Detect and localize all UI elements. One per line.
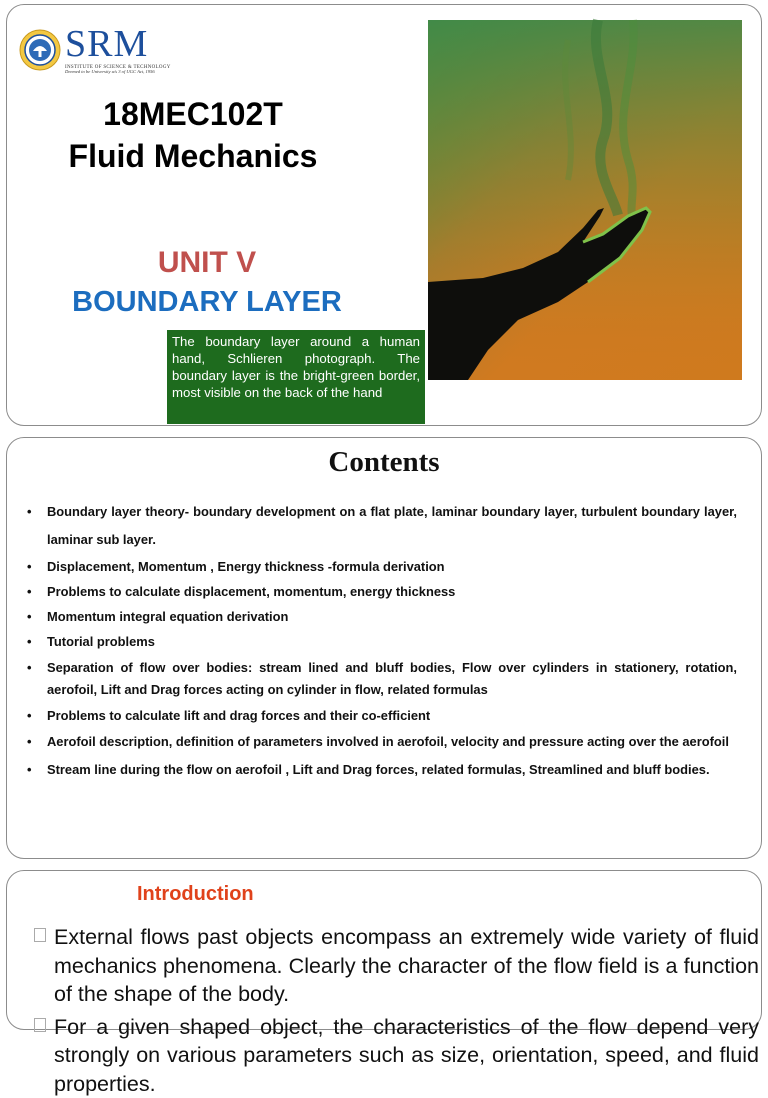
photo-caption: The boundary layer around a human hand, Schlieren photograph. The boundary layer is the bright-green border, most visible on the back of the hand [167, 330, 425, 424]
unit-heading: UNIT V [7, 245, 407, 281]
bullet-icon: • [27, 759, 32, 781]
introduction-slide [6, 870, 762, 1030]
srm-logo [19, 25, 171, 75]
missing-glyph-icon [34, 928, 46, 942]
contents-title: Contents [7, 446, 761, 479]
list-item: • Displacement, Momentum , Energy thickness -formula derivation [25, 556, 737, 577]
list-item: • Tutorial problems [25, 631, 737, 652]
bullet-icon: • [27, 556, 32, 577]
introduction-body [34, 923, 759, 1098]
bullet-icon: • [27, 498, 32, 526]
course-name: Fluid Mechanics [7, 137, 379, 175]
list-item: • Boundary layer theory- boundary development on a flat plate, laminar boundary layer, turbulent boundary layer, laminar sub layer. [25, 498, 737, 554]
course-code: 18MEC102T [7, 95, 379, 133]
bullet-icon: • [27, 705, 32, 726]
list-item: • Aerofoil description, definition of parameters involved in aerofoil, velocity and pressure acting over the aerofoil [25, 731, 737, 753]
logo-name: SRM [65, 25, 171, 63]
bullet-icon: • [27, 631, 32, 652]
contents-slide [6, 437, 762, 859]
contents-list [25, 498, 737, 781]
schlieren-photograph [428, 20, 742, 380]
srm-seal-icon [19, 29, 61, 71]
bullet-icon: • [27, 657, 32, 679]
list-item: • Problems to calculate lift and drag forces and their co-efficient [25, 705, 737, 726]
bullet-icon: • [27, 731, 32, 753]
bullet-icon: • [27, 581, 32, 602]
missing-glyph-icon [34, 1018, 46, 1032]
list-item: • Problems to calculate displacement, momentum, energy thickness [25, 581, 737, 602]
bullet-icon: • [27, 606, 32, 627]
logo-tagline: Deemed to be University u/s 3 of UGC Act, 1956 [65, 70, 171, 75]
list-item: • Momentum integral equation derivation [25, 606, 737, 627]
logo-subtitle: INSTITUTE OF SCIENCE & TECHNOLOGY [65, 65, 171, 70]
list-item: • Stream line during the flow on aerofoil , Lift and Drag forces, related formulas, Streamlined and bluff bodies. [25, 759, 737, 781]
title-slide [6, 4, 762, 426]
introduction-paragraph: External flows past objects encompass an extremely wide variety of fluid mechanics phenomena. Clearly the character of the flow field is a function of the shape of the body. [34, 923, 759, 1009]
introduction-title: Introduction [137, 883, 254, 906]
introduction-paragraph: For a given shaped object, the characteristics of the flow depend very strongly on various parameters such as size, orientation, speed, and fluid properties. [34, 1013, 759, 1098]
list-item: • Separation of flow over bodies: stream lined and bluff bodies, Flow over cylinders in stationery, rotation, aerofoil, Lift and Drag forces acting on cylinder in flow, related formulas [25, 657, 737, 701]
topic-heading: BOUNDARY LAYER [7, 284, 407, 320]
